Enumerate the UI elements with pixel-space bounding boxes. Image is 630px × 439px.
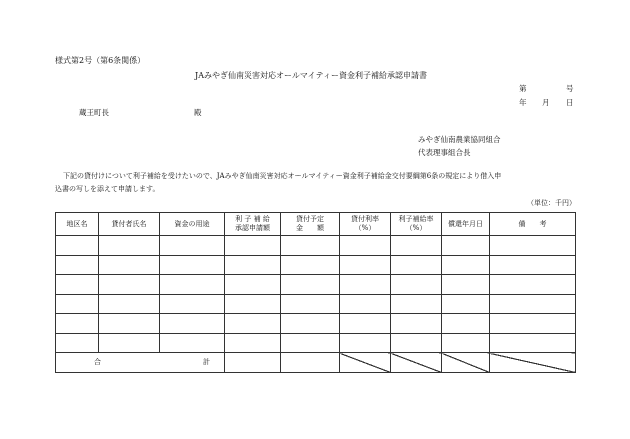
date-month-label: 月 xyxy=(542,98,550,107)
table-cell[interactable] xyxy=(490,255,576,275)
table-cell[interactable] xyxy=(340,314,391,334)
form-title: JAみやぎ仙南災害対応オールマイティー資金利子補給承認申請書 xyxy=(195,71,428,80)
table-cell[interactable] xyxy=(391,255,442,275)
table-cell[interactable] xyxy=(340,333,391,353)
table-cell[interactable] xyxy=(99,275,160,295)
table-cell[interactable] xyxy=(99,255,160,275)
total-label-right: 計 xyxy=(203,358,210,366)
table-cell[interactable] xyxy=(490,314,576,334)
unit-note: （単位：千円） xyxy=(527,199,576,207)
table-cell[interactable] xyxy=(56,275,99,295)
table-cell[interactable] xyxy=(442,236,490,256)
table-cell[interactable] xyxy=(160,255,225,275)
total-repayment-date-diagonal-cell xyxy=(442,353,490,373)
header-cell-borrower-name: 貸付者氏名 xyxy=(99,213,160,236)
table-cell[interactable] xyxy=(442,294,490,314)
date-day-label: 日 xyxy=(566,98,574,107)
table-cell[interactable] xyxy=(56,314,99,334)
addressee-honorific: 殿 xyxy=(194,108,202,117)
table-row xyxy=(56,314,576,334)
body-text-line-1: 下記の貸付けについて利子補給を受けたいので、JAみやぎ仙南災害対応オールマイティー資金利子補給金交付要綱第6条の規定により借入申 xyxy=(63,172,502,180)
total-label-cell xyxy=(56,353,225,373)
table-cell[interactable] xyxy=(56,236,99,256)
total-subsidy-amount-cell[interactable] xyxy=(225,353,281,373)
header-cell-subsidy-rate: 利子補給率 （%） xyxy=(391,213,442,236)
table-cell[interactable] xyxy=(99,236,160,256)
table-cell[interactable] xyxy=(160,333,225,353)
table-cell[interactable] xyxy=(490,236,576,256)
table-cell[interactable] xyxy=(99,314,160,334)
table-cell[interactable] xyxy=(340,255,391,275)
table-cell[interactable] xyxy=(442,275,490,295)
table-cell[interactable] xyxy=(442,255,490,275)
table-cell[interactable] xyxy=(490,275,576,295)
number-label-go: 号 xyxy=(566,84,574,93)
table-cell[interactable] xyxy=(391,333,442,353)
table-row xyxy=(56,294,576,314)
table-cell[interactable] xyxy=(160,294,225,314)
header-cell-fund-use: 資金の用途 xyxy=(160,213,225,236)
applicant-organization: みやぎ仙南農業協同組合 xyxy=(418,135,501,144)
table-row xyxy=(56,255,576,275)
header-cell-loan-amount: 貸付予定 金 額 xyxy=(281,213,340,236)
total-subsidy-rate-diagonal-cell xyxy=(391,353,442,373)
table-cell[interactable] xyxy=(99,294,160,314)
table-cell[interactable] xyxy=(99,333,160,353)
table-cell[interactable] xyxy=(225,294,281,314)
table-cell[interactable] xyxy=(281,294,340,314)
table-row xyxy=(56,333,576,353)
total-loan-amount-cell[interactable] xyxy=(281,353,340,373)
table-cell[interactable] xyxy=(56,294,99,314)
table-cell[interactable] xyxy=(442,333,490,353)
header-cell-district: 地区名 xyxy=(56,213,99,236)
table-cell[interactable] xyxy=(340,294,391,314)
table-cell[interactable] xyxy=(340,236,391,256)
addressee-name: 蔵王町長 xyxy=(79,108,109,117)
table-cell[interactable] xyxy=(225,255,281,275)
table-cell[interactable] xyxy=(281,255,340,275)
table-cell[interactable] xyxy=(281,236,340,256)
number-label-dai: 第 xyxy=(519,84,527,93)
header-cell-loan-rate: 貸付利率 （%） xyxy=(340,213,391,236)
table-row xyxy=(56,275,576,295)
table-cell[interactable] xyxy=(160,314,225,334)
table-cell[interactable] xyxy=(56,333,99,353)
table-cell[interactable] xyxy=(56,255,99,275)
table-cell[interactable] xyxy=(281,314,340,334)
table-cell[interactable] xyxy=(340,275,391,295)
date-year-label: 年 xyxy=(519,98,527,107)
table-cell[interactable] xyxy=(391,275,442,295)
table-cell[interactable] xyxy=(160,236,225,256)
table-header-row xyxy=(56,213,576,236)
loan-table xyxy=(55,212,576,373)
table-cell[interactable] xyxy=(225,314,281,334)
table-cell[interactable] xyxy=(281,275,340,295)
total-loan-rate-diagonal-cell xyxy=(340,353,391,373)
table-cell[interactable] xyxy=(160,275,225,295)
table-total-row xyxy=(56,353,576,373)
table-cell[interactable] xyxy=(391,294,442,314)
header-cell-repayment-date: 償還年月日 xyxy=(442,213,490,236)
applicant-representative: 代表理事組合長 xyxy=(418,148,471,157)
table-cell[interactable] xyxy=(281,333,340,353)
table-cell[interactable] xyxy=(391,236,442,256)
body-text-line-2: 込書の写しを添えて申請します。 xyxy=(55,185,160,193)
header-cell-subsidy-amount: 利 子 補 給 承認申請額 xyxy=(225,213,281,236)
table-row xyxy=(56,236,576,256)
table-cell[interactable] xyxy=(225,333,281,353)
header-cell-remarks: 備 考 xyxy=(490,213,576,236)
table-cell[interactable] xyxy=(391,314,442,334)
form-id: 様式第2号（第6条関係） xyxy=(55,56,146,65)
table-cell[interactable] xyxy=(490,333,576,353)
table-cell[interactable] xyxy=(225,275,281,295)
total-remarks-diagonal-cell xyxy=(490,353,576,373)
table-cell[interactable] xyxy=(490,294,576,314)
total-label-left: 合 xyxy=(94,358,101,366)
table-cell[interactable] xyxy=(225,236,281,256)
table-cell[interactable] xyxy=(442,314,490,334)
